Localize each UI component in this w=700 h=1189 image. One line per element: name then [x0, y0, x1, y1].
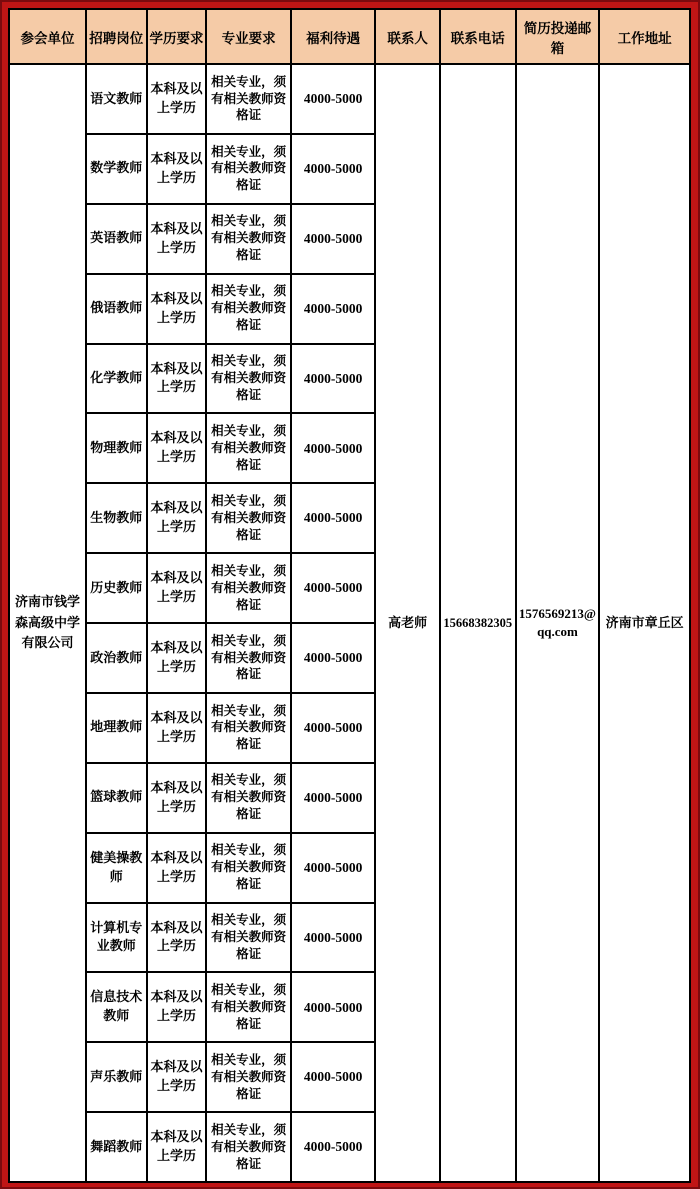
contact-person-cell: 高老师	[375, 64, 440, 1182]
salary-cell: 4000-5000	[291, 553, 375, 623]
position-cell: 物理教师	[86, 413, 147, 483]
salary-cell: 4000-5000	[291, 1112, 375, 1182]
major-cell: 相关专业，须有相关教师资格证	[206, 763, 290, 833]
col-header-salary: 福利待遇	[291, 9, 375, 64]
col-header-position: 招聘岗位	[86, 9, 147, 64]
col-header-address: 工作地址	[599, 9, 690, 64]
col-header-education: 学历要求	[147, 9, 207, 64]
major-cell: 相关专业，须有相关教师资格证	[206, 972, 290, 1042]
salary-cell: 4000-5000	[291, 833, 375, 903]
education-cell: 本科及以上学历	[147, 344, 207, 414]
phone-cell: 15668382305	[440, 64, 516, 1182]
major-cell: 相关专业，须有相关教师资格证	[206, 693, 290, 763]
salary-cell: 4000-5000	[291, 134, 375, 204]
position-cell: 数学教师	[86, 134, 147, 204]
education-cell: 本科及以上学历	[147, 274, 207, 344]
position-cell: 化学教师	[86, 344, 147, 414]
major-cell: 相关专业，须有相关教师资格证	[206, 483, 290, 553]
major-cell: 相关专业，须有相关教师资格证	[206, 623, 290, 693]
education-cell: 本科及以上学历	[147, 972, 207, 1042]
major-cell: 相关专业，须有相关教师资格证	[206, 413, 290, 483]
position-cell: 舞蹈教师	[86, 1112, 147, 1182]
salary-cell: 4000-5000	[291, 763, 375, 833]
header-row	[9, 9, 690, 64]
email-cell: 1576569213@qq.com	[516, 64, 600, 1182]
col-header-contact: 联系人	[375, 9, 440, 64]
position-cell: 语文教师	[86, 64, 147, 134]
major-cell: 相关专业，须有相关教师资格证	[206, 134, 290, 204]
education-cell: 本科及以上学历	[147, 204, 207, 274]
col-header-phone: 联系电话	[440, 9, 516, 64]
major-cell: 相关专业，须有相关教师资格证	[206, 903, 290, 973]
position-cell: 健美操教师	[86, 833, 147, 903]
col-header-company: 参会单位	[9, 9, 86, 64]
jobs-tbody	[9, 64, 690, 1182]
education-cell: 本科及以上学历	[147, 1112, 207, 1182]
salary-cell: 4000-5000	[291, 972, 375, 1042]
education-cell: 本科及以上学历	[147, 833, 207, 903]
position-cell: 地理教师	[86, 693, 147, 763]
major-cell: 相关专业，须有相关教师资格证	[206, 553, 290, 623]
major-cell: 相关专业，须有相关教师资格证	[206, 344, 290, 414]
salary-cell: 4000-5000	[291, 693, 375, 763]
major-cell: 相关专业，须有相关教师资格证	[206, 833, 290, 903]
education-cell: 本科及以上学历	[147, 693, 207, 763]
education-cell: 本科及以上学历	[147, 483, 207, 553]
education-cell: 本科及以上学历	[147, 763, 207, 833]
education-cell: 本科及以上学历	[147, 903, 207, 973]
education-cell: 本科及以上学历	[147, 134, 207, 204]
major-cell: 相关专业，须有相关教师资格证	[206, 274, 290, 344]
position-cell: 英语教师	[86, 204, 147, 274]
major-cell: 相关专业，须有相关教师资格证	[206, 1112, 290, 1182]
position-cell: 信息技术教师	[86, 972, 147, 1042]
position-cell: 计算机专业教师	[86, 903, 147, 973]
salary-cell: 4000-5000	[291, 204, 375, 274]
salary-cell: 4000-5000	[291, 483, 375, 553]
salary-cell: 4000-5000	[291, 1042, 375, 1112]
education-cell: 本科及以上学历	[147, 1042, 207, 1112]
position-cell: 声乐教师	[86, 1042, 147, 1112]
salary-cell: 4000-5000	[291, 903, 375, 973]
major-cell: 相关专业，须有相关教师资格证	[206, 1042, 290, 1112]
major-cell: 相关专业，须有相关教师资格证	[206, 64, 290, 134]
position-cell: 俄语教师	[86, 274, 147, 344]
salary-cell: 4000-5000	[291, 64, 375, 134]
position-cell: 历史教师	[86, 553, 147, 623]
major-cell: 相关专业，须有相关教师资格证	[206, 204, 290, 274]
salary-cell: 4000-5000	[291, 274, 375, 344]
salary-cell: 4000-5000	[291, 413, 375, 483]
education-cell: 本科及以上学历	[147, 623, 207, 693]
col-header-major: 专业要求	[206, 9, 290, 64]
recruitment-table	[8, 8, 691, 1183]
salary-cell: 4000-5000	[291, 344, 375, 414]
company-name-cell: 济南市钱学森高级中学有限公司	[9, 64, 86, 1182]
education-cell: 本科及以上学历	[147, 64, 207, 134]
salary-cell: 4000-5000	[291, 623, 375, 693]
education-cell: 本科及以上学历	[147, 413, 207, 483]
position-cell: 生物教师	[86, 483, 147, 553]
table-row	[9, 64, 690, 134]
education-cell: 本科及以上学历	[147, 553, 207, 623]
col-header-email: 简历投递邮箱	[516, 9, 600, 64]
position-cell: 篮球教师	[86, 763, 147, 833]
table-header	[9, 9, 690, 64]
address-cell: 济南市章丘区	[599, 64, 690, 1182]
position-cell: 政治教师	[86, 623, 147, 693]
